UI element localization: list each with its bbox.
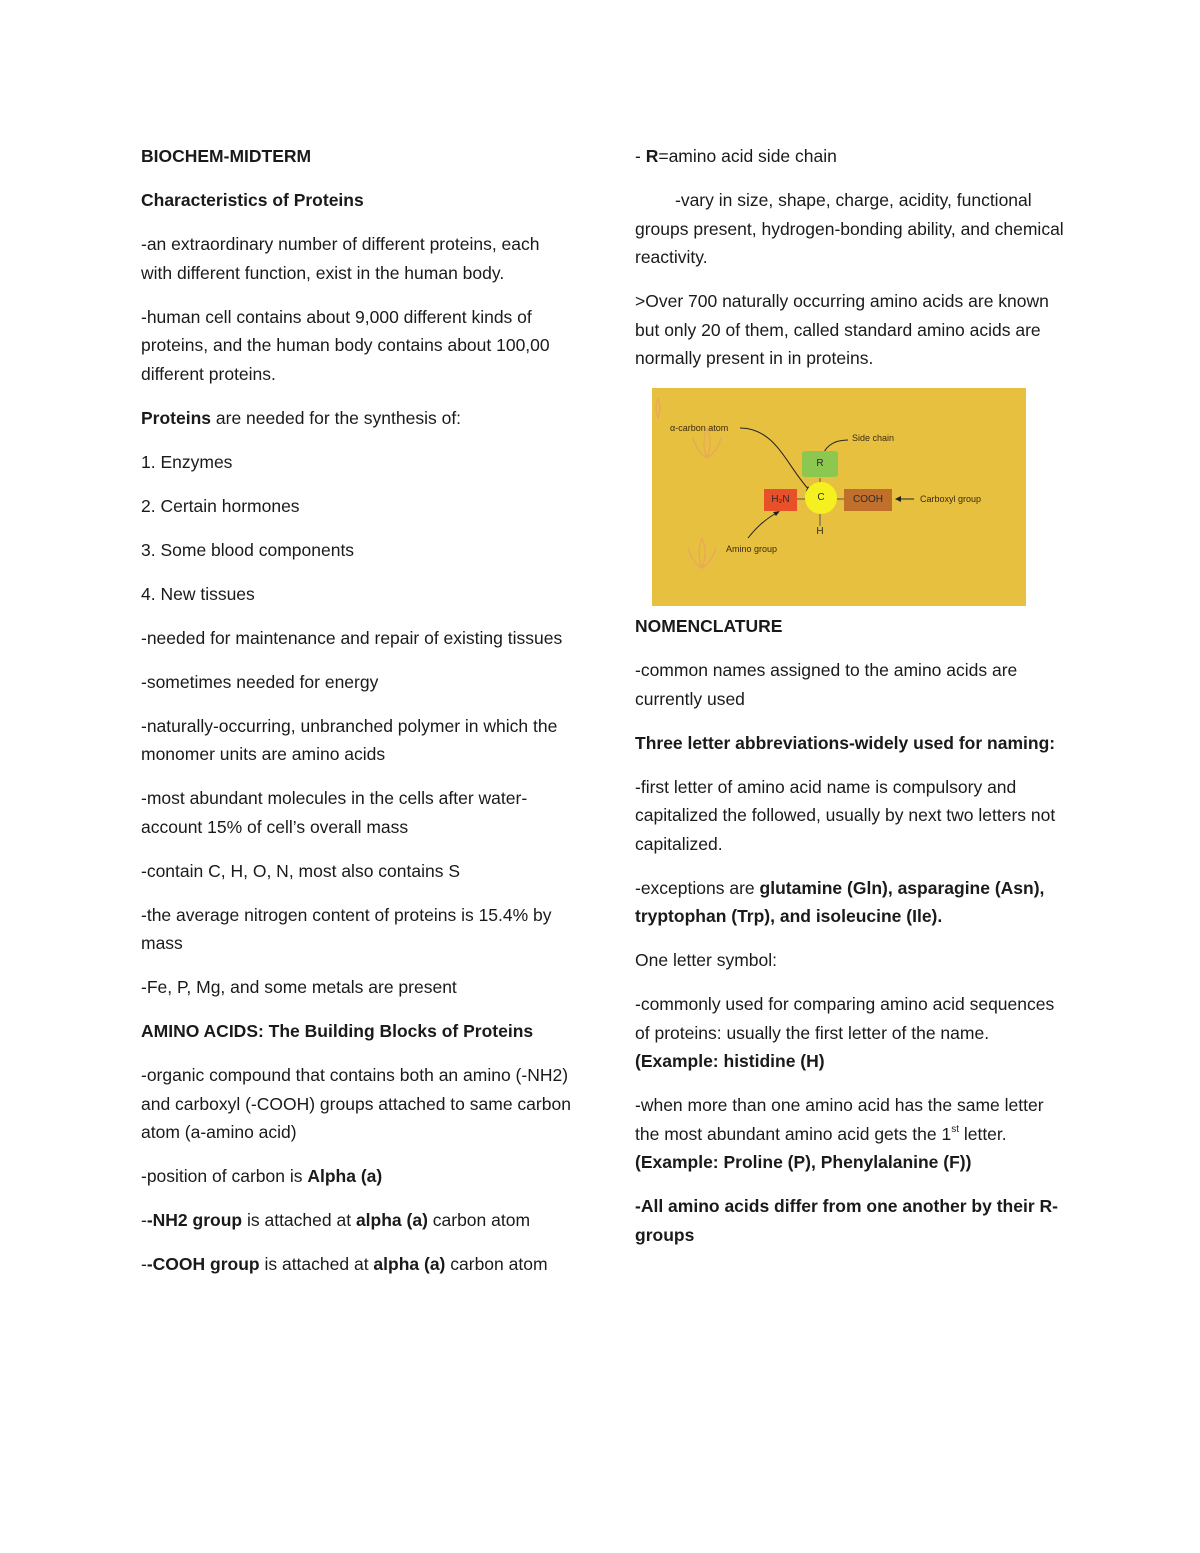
paragraph-synthesis: Proteins are needed for the synthesis of: [141, 407, 462, 428]
paragraph: -human cell contains about 9,000 different kinds of proteins, and the human body contains about 100,00 different proteins. [141, 306, 550, 384]
paragraph: -vary in size, shape, charge, acidity, functional groups present, hydrogen-bonding ability, and chemical reactivity. [635, 190, 1064, 267]
paragraph-cooh: --COOH group is attached at alpha (a) carbon atom [141, 1254, 548, 1274]
paragraph: -most abundant molecules in the cells after water- account 15% of cell’s overall mass [141, 788, 528, 837]
amino-group-label: Amino group [726, 544, 778, 554]
side-chain-label: Side chain [852, 433, 895, 443]
paragraph: -Fe, P, Mg, and some metals are present [141, 977, 457, 997]
paragraph-alpha: -position of carbon is Alpha (a) [141, 1166, 383, 1186]
list-item: 2. Certain hormones [141, 495, 300, 516]
list-item: 3. Some blood components [141, 539, 355, 560]
right-column [635, 142, 1065, 1265]
document-title: BIOCHEM-MIDTERM [141, 146, 312, 166]
paragraph: -the average nitrogen content of proteins is 15.4% by mass [141, 904, 552, 953]
carboxyl-cooh-box: COOH [844, 489, 892, 511]
left-column [141, 142, 571, 1294]
paragraph-one-letter: -commonly used for comparing amino acid sequences of proteins: usually the first letter of the name. (Example: histidine (H) [635, 994, 1055, 1071]
paragraph-r-side-chain: - R=amino acid side chain [635, 146, 837, 166]
paragraph: -sometimes needed for energy [141, 671, 379, 692]
paragraph: -common names assigned to the amino acids are currently used [635, 660, 1018, 709]
section-heading-characteristics: Characteristics of Proteins [141, 190, 364, 210]
amino-acid-structure-figure [652, 388, 1026, 606]
amino-h2n-box: H₂N [764, 489, 797, 511]
carboxyl-group-label: Carboxyl group [920, 494, 982, 504]
paragraph: -organic compound that contains both an amino (-NH2) and carboxyl (-COOH) groups attached to same carbon atom (a-amino acid) [141, 1065, 571, 1142]
paragraph: -naturally-occurring, unbranched polymer in which the monomer units are amino acids [141, 715, 558, 764]
paragraph-most-abundant: -when more than one amino acid has the same letter the most abundant amino acid gets the 1st letter. (Example: Proline (P), Phenylalanine (F)) [635, 1095, 1044, 1172]
paragraph-exceptions: -exceptions are glutamine (Gln), asparagine (Asn), tryptophan (Trp), and isoleucine (Ile). [635, 877, 1045, 926]
paragraph: -contain C, H, O, N, most also contains S [141, 860, 461, 881]
alpha-carbon-label: α-carbon atom [670, 423, 729, 433]
paragraph: -first letter of amino acid name is compulsory and capitalized the followed, usually by next two letters not capitalized. [635, 776, 1056, 854]
list-item: 1. Enzymes [141, 451, 233, 472]
paragraph-r-groups: -All amino acids differ from one another by their R-groups [635, 1196, 1058, 1245]
list-item: 4. New tissues [141, 583, 255, 604]
paragraph: -an extraordinary number of different proteins, each with different function, exist in the human body. [141, 234, 540, 283]
section-heading-nomenclature: NOMENCLATURE [635, 616, 783, 636]
paragraph-nh2: --NH2 group is attached at alpha (a) carbon atom [141, 1210, 531, 1230]
alpha-carbon-circle: C [805, 482, 837, 514]
paragraph: >Over 700 naturally occurring amino acids are known but only 20 of them, called standard amino acids are normally present in in proteins. [635, 291, 1049, 368]
hydrogen-label: H [816, 526, 824, 537]
side-chain-r-box: R [802, 451, 838, 477]
section-heading-three-letter: Three letter abbreviations-widely used for naming: [635, 732, 1056, 753]
section-heading-amino-acids: AMINO ACIDS: The Building Blocks of Proteins [141, 1021, 534, 1041]
section-heading-one-letter: One letter symbol: [635, 950, 777, 970]
paragraph: -needed for maintenance and repair of existing tissues [141, 627, 563, 648]
